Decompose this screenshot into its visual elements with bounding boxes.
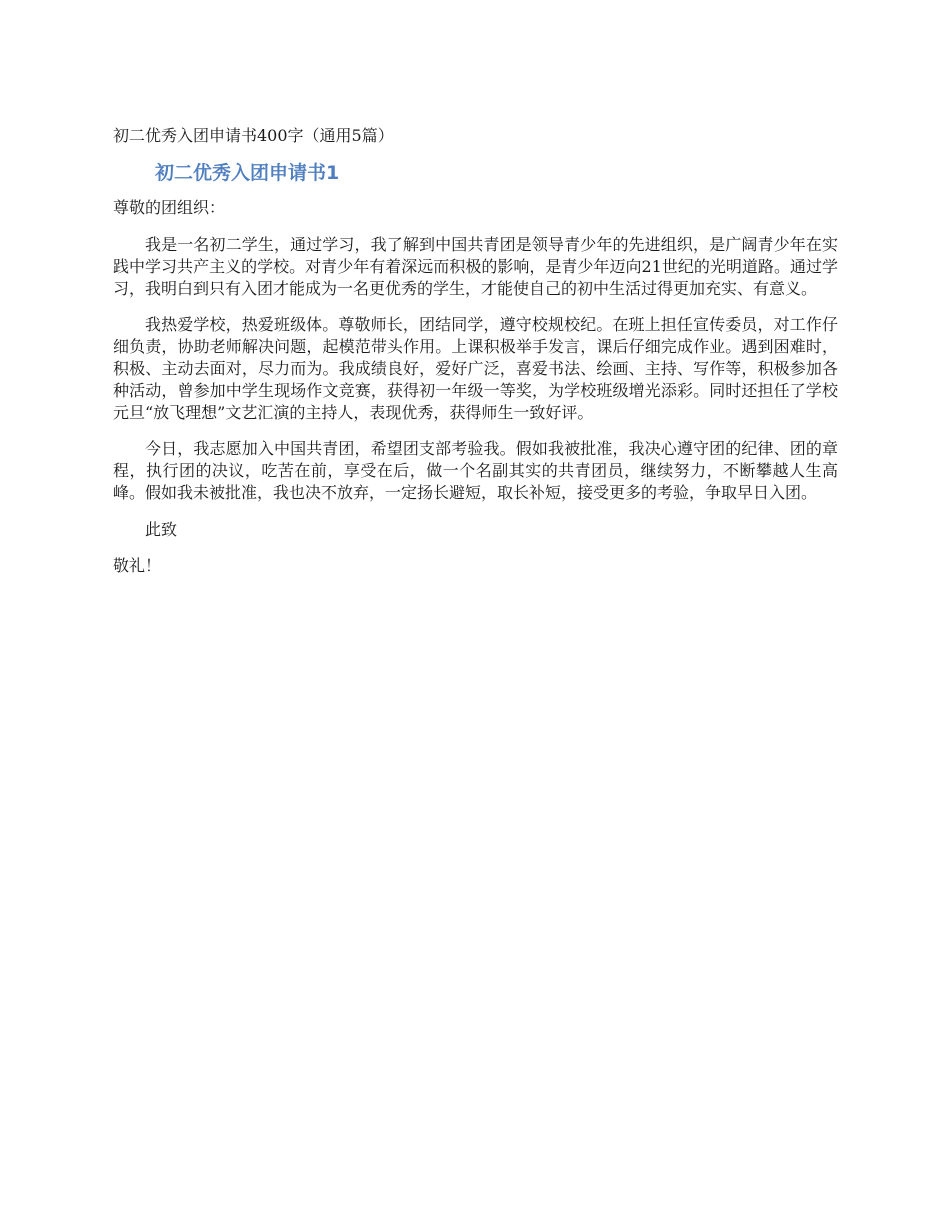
sign-off: 敬礼！ xyxy=(113,556,162,575)
section-heading: 初二优秀入团申请书1 xyxy=(155,162,340,184)
body-paragraph-3: 今日，我志愿加入中国共青团，希望团支部考验我。假如我被批准，我决心遵守团的纪律、团的章程，执行团的决议，吃苦在前，享受在后，做一个名副其实的共青团员，继续努力，不断攀越人生高峰。假如我未被批准，我也决不放弃，一定扬长避短，取长补短，接受更多的考验，争取早日入团。 xyxy=(113,439,838,502)
salutation: 尊敬的团组织： xyxy=(113,198,226,217)
document-title: 初二优秀入团申请书400字（通用5篇） xyxy=(113,126,394,145)
document-page xyxy=(113,122,838,578)
closing-phrase: 此致 xyxy=(145,520,178,539)
body-paragraph-1: 我是一名初二学生，通过学习，我了解到中国共青团是领导青少年的先进组织，是广阔青少年在实践中学习共产主义的学校。对青少年有着深远而积极的影响，是青少年迈向21世纪的光明道路。通过学习，我明白到只有入团才能成为一名更优秀的学生，才能使自己的初中生活过得更加充实、有意义。 xyxy=(113,235,838,298)
body-paragraph-2: 我热爱学校，热爱班级体。尊敬师长，团结同学，遵守校规校纪。在班上担任宣传委员，对工作仔细负责，协助老师解决问题，起模范带头作用。上课积极举手发言，课后仔细完成作业。遇到困难时，积极、主动去面对，尽力而为。我成绩良好，爱好广泛，喜爱书法、绘画、主持、写作等，积极参加各种活动，曾参加中学生现场作文竞赛，获得初一年级一等奖，为学校班级增光添彩。同时还担任了学校元旦“放飞理想”文艺汇演的主持人，表现优秀，获得师生一致好评。 xyxy=(113,315,838,422)
